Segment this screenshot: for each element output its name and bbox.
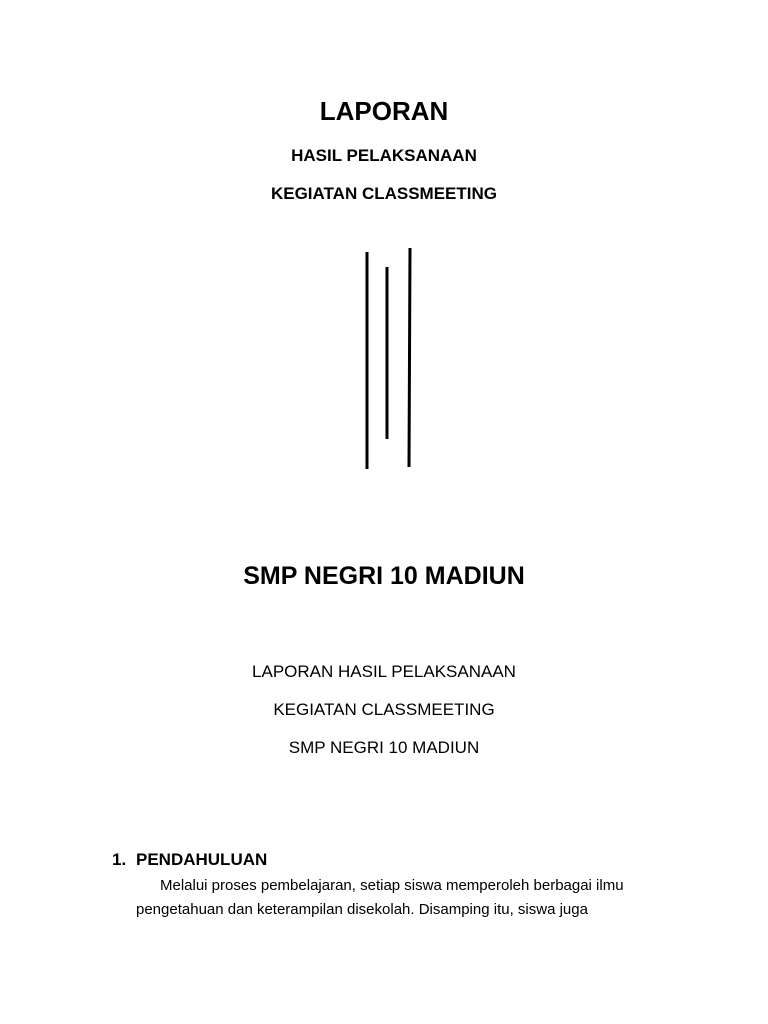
info-line-2: KEGIATAN CLASSMEETING <box>273 700 495 719</box>
section-title: PENDAHULUAN <box>136 850 268 869</box>
info-line-3: SMP NEGRI 10 MADIUN <box>288 738 480 757</box>
info-line-1: LAPORAN HASIL PELAKSANAAN <box>252 662 516 681</box>
report-subtitle-line1: HASIL PELAKSANAAN <box>291 146 477 165</box>
paragraph-line-2: pengetahuan dan keterampilan disekolah. Disamping itu, siswa juga <box>136 901 588 918</box>
report-subtitle-line2: KEGIATAN CLASSMEETING <box>270 184 498 203</box>
section-number: 1. <box>112 850 127 869</box>
school-name-heading: SMP NEGRI 10 MADIUN <box>243 562 525 590</box>
paragraph-line-1: Melalui proses pembelajaran, setiap siswa memperoleh berbagai ilmu <box>160 877 624 894</box>
decor-line-right <box>409 248 410 467</box>
report-title: LAPORAN <box>319 96 449 126</box>
